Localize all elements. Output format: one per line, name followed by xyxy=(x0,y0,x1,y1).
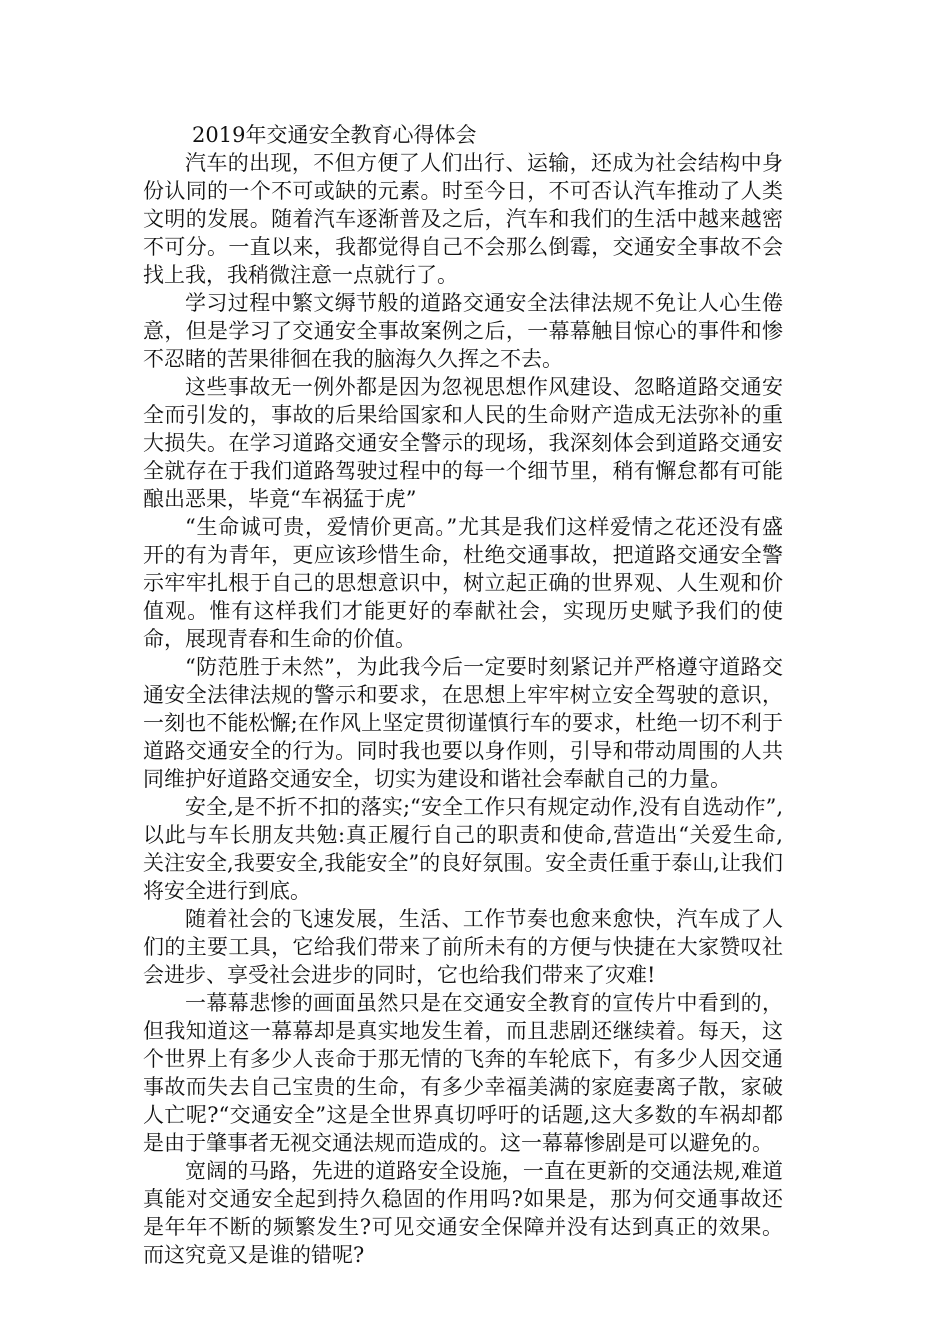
paragraph-2: 学习过程中繁文缛节般的道路交通安全法律法规不免让人心生倦意，但是学习了交通安全事故案例之后，一幕幕触目惊心的事件和惨不忍睹的苦果徘徊在我的脑海久久挥之不去。 xyxy=(143,291,783,371)
paragraph-3: 这些事故无一例外都是因为忽视思想作风建设、忽略道路交通安全而引发的，事故的后果给国家和人民的生命财产造成无法弥补的重大损失。在学习道路交通安全警示的现场，我深刻体会到道路交通安全就存在于我们道路驾驶过程中的每一个细节里，稍有懈怠都有可能酿出恶果，毕竟“车祸猛于虎” xyxy=(143,375,783,511)
paragraph-9: 宽阔的马路，先进的道路安全设施，一直在更新的交通法规,难道真能对交通安全起到持久稳固的作用吗?如果是，那为何交通事故还是年年不断的频繁发生?可见交通安全保障并没有达到真正的效果。而这究竟又是谁的错呢? xyxy=(143,1159,783,1267)
paragraph-8: 一幕幕悲惨的画面虽然只是在交通安全教育的宣传片中看到的，但我知道这一幕幕却是真实地发生着，而且悲剧还继续着。每天，这个世界上有多少人丧命于那无情的飞奔的车轮底下，有多少人因交通事故而失去自己宝贵的生命，有多少幸福美满的家庭妻离子散，家破人亡呢?“交通安全”这是全世界真切呼吁的话题,这大多数的车祸却都是由于肇事者无视交通法规而造成的。这一幕幕惨剧是可以避免的。 xyxy=(143,991,783,1155)
document-body xyxy=(143,121,783,1269)
paragraph-5: “防范胜于未然”，为此我今后一定要时刻紧记并严格遵守道路交通安全法律法规的警示和要求，在思想上牢牢树立安全驾驶的意识，一刻也不能松懈;在作风上坚定贯彻谨慎行车的要求，杜绝一切不利于道路交通安全的行为。同时我也要以身作则，引导和带动周围的人共同维护好道路交通安全，切实为建设和谐社会奉献自己的力量。 xyxy=(143,655,783,791)
paragraph-1: 汽车的出现，不但方便了人们出行、运输，还成为社会结构中身份认同的一个不可或缺的元素。时至今日，不可否认汽车推动了人类文明的发展。随着汽车逐渐普及之后，汽车和我们的生活中越来越密不可分。一直以来，我都觉得自己不会那么倒霉，交通安全事故不会找上我，我稍微注意一点就行了。 xyxy=(143,151,783,287)
paragraph-6: 安全,是不折不扣的落实;“安全工作只有规定动作,没有自选动作”,以此与车长朋友共勉:真正履行自己的职责和使命,营造出“关爱生命,关注安全,我要安全,我能安全”的良好氛围。安全责任重于泰山,让我们将安全进行到底。 xyxy=(143,795,783,903)
paragraph-4: “生命诚可贵，爱情价更高。”尤其是我们这样爱情之花还没有盛开的有为青年，更应该珍惜生命，杜绝交通事故，把道路交通安全警示牢牢扎根于自己的思想意识中，树立起正确的世界观、人生观和价值观。惟有这样我们才能更好的奉献社会，实现历史赋予我们的使命，展现青春和生命的价值。 xyxy=(143,515,783,651)
paragraph-7: 随着社会的飞速发展，生活、工作节奏也愈来愈快，汽车成了人们的主要工具，它给我们带来了前所未有的方便与快捷在大家赞叹社会进步、享受社会进步的同时，它也给我们带来了灾难! xyxy=(143,907,783,987)
document-title: 2019年交通安全教育心得体会 xyxy=(192,123,477,147)
